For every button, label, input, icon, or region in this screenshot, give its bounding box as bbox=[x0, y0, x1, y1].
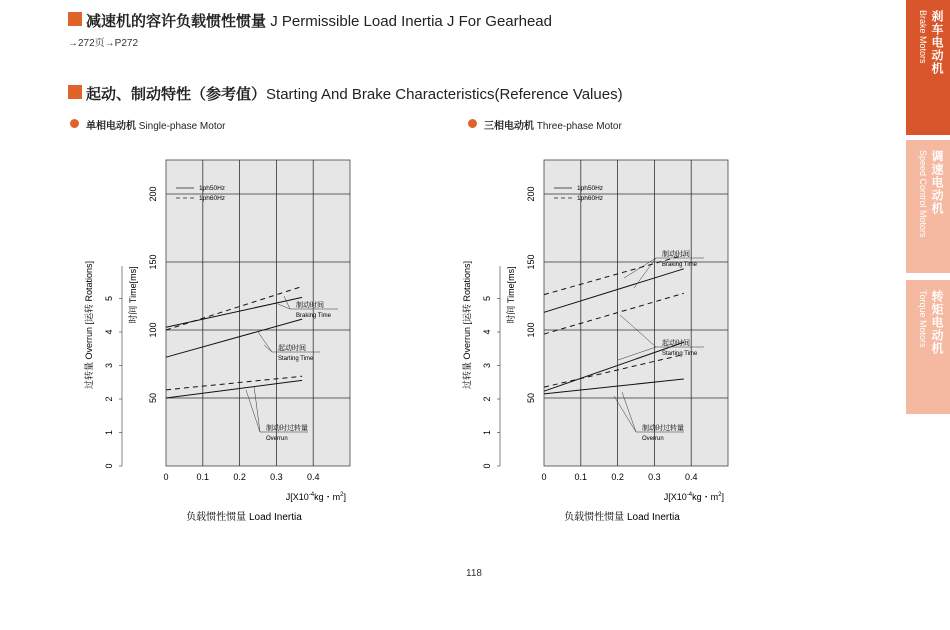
overrun-axis-title: 过转量 Overrun [运转 Rotations] bbox=[462, 260, 472, 390]
x-tick-label: 0.3 bbox=[270, 472, 283, 482]
tab-speed-control-motors[interactable] bbox=[906, 140, 950, 273]
x-tick-label: 0.4 bbox=[684, 472, 698, 482]
y-tick-label: 150 bbox=[148, 254, 158, 270]
time-axis-title: 时间 Time[ms] bbox=[506, 266, 516, 324]
ann-overrun-en: Overrun bbox=[642, 436, 664, 442]
tab-label-en: Torque Motors bbox=[918, 290, 928, 348]
time-axis-title: 时间 Time[ms] bbox=[128, 266, 138, 324]
ann-starting-en: Starting Time bbox=[662, 351, 698, 357]
overrun-tick-label: 3 bbox=[104, 362, 114, 369]
y-tick-label: 100 bbox=[526, 322, 536, 338]
x-tick-label: 0.1 bbox=[574, 472, 588, 482]
y-tick-label: 50 bbox=[148, 392, 158, 404]
overrun-tick-label: 0 bbox=[104, 463, 114, 469]
bullet-icon bbox=[468, 119, 477, 128]
overrun-tick-label: 4 bbox=[104, 329, 114, 335]
caption: 负载惯性惯量 Load Inertia bbox=[564, 512, 680, 523]
x-axis-title: $J[X10^{-4}kg$・$m^2$] bbox=[663, 492, 724, 502]
ann-starting-en: Starting Time bbox=[278, 356, 314, 362]
chart-left bbox=[80, 150, 380, 530]
tab-label-en: Speed Control Motors bbox=[918, 150, 928, 238]
page-number: 118 bbox=[466, 568, 482, 579]
tab-label-zh: 刹车电动机 bbox=[930, 10, 944, 75]
section-marker bbox=[68, 12, 82, 26]
tab-label-zh: 调速电动机 bbox=[930, 150, 944, 215]
tab-label-zh: 转矩电动机 bbox=[930, 290, 944, 355]
legend-label: 1ph60Hz bbox=[199, 195, 226, 202]
ann-braking-zh: 制动时间 bbox=[296, 302, 324, 309]
bullet-icon bbox=[70, 119, 79, 128]
overrun-tick-label: 0 bbox=[482, 463, 492, 469]
overrun-tick-label: 2 bbox=[104, 396, 114, 402]
ann-braking-en: Braking Time bbox=[662, 262, 698, 268]
section-marker bbox=[68, 85, 82, 99]
x-tick-label: 0.4 bbox=[306, 472, 320, 482]
ann-overrun-zh: 制动时过转量 bbox=[266, 425, 308, 432]
overrun-tick-label: 1 bbox=[482, 429, 492, 436]
y-tick-label: 100 bbox=[148, 322, 158, 338]
y-tick-label: 200 bbox=[526, 186, 536, 202]
right-chart-label: 三相电动机 Three-phase Motor bbox=[484, 121, 622, 132]
ann-starting-zh: 起动时间 bbox=[278, 345, 306, 352]
legend-label: 1ph50Hz bbox=[199, 185, 226, 192]
x-axis-title: $J[X10^{-4}kg$・$m^2$] bbox=[285, 492, 346, 502]
tab-label-en: Brake Motors bbox=[918, 10, 928, 64]
overrun-tick-label: 5 bbox=[104, 295, 114, 302]
x-tick-label: 0 bbox=[163, 472, 169, 482]
ann-overrun-zh: 制动时过转量 bbox=[642, 425, 684, 432]
x-tick-label: 0.3 bbox=[648, 472, 661, 482]
x-tick-label: 0.1 bbox=[196, 472, 210, 482]
overrun-axis-title: 过转量 Overrun [运转 Rotations] bbox=[84, 260, 94, 390]
ann-braking-zh: 制动时间 bbox=[662, 251, 690, 258]
overrun-tick-label: 1 bbox=[104, 429, 114, 436]
overrun-tick-label: 5 bbox=[482, 295, 492, 302]
ann-braking-en: Braking Time bbox=[296, 313, 332, 319]
ann-starting-zh: 起动时间 bbox=[662, 340, 690, 347]
ann-overrun-en: Overrun bbox=[266, 436, 288, 442]
overrun-tick-label: 3 bbox=[482, 362, 492, 369]
chart-right bbox=[458, 150, 758, 530]
x-tick-label: 0.2 bbox=[233, 472, 246, 482]
legend-label: 1ph60Hz bbox=[577, 195, 604, 202]
overrun-tick-label: 2 bbox=[482, 396, 492, 402]
left-chart-label: 单相电动机 Single-phase Motor bbox=[86, 121, 226, 132]
y-tick-label: 150 bbox=[526, 254, 536, 270]
y-tick-label: 50 bbox=[526, 392, 536, 404]
legend-label: 1ph50Hz bbox=[577, 185, 604, 192]
tab-torque-motors[interactable] bbox=[906, 280, 950, 414]
section2-title: 起动、制动特性（参考值）Starting And Brake Characteristics(Reference Values) bbox=[86, 86, 623, 103]
section1-title: 减速机的容许负载惯性惯量 J Permissible Load Inertia J For Gearhead bbox=[86, 13, 552, 30]
page-reference: →272页→P272 bbox=[68, 38, 139, 49]
plot-area bbox=[544, 160, 728, 466]
y-tick-label: 200 bbox=[148, 186, 158, 202]
tab-brake-motors[interactable] bbox=[906, 0, 950, 135]
overrun-tick-label: 4 bbox=[482, 329, 492, 335]
caption: 负载惯性惯量 Load Inertia bbox=[186, 512, 302, 523]
x-tick-label: 0.2 bbox=[611, 472, 624, 482]
x-tick-label: 0 bbox=[541, 472, 547, 482]
